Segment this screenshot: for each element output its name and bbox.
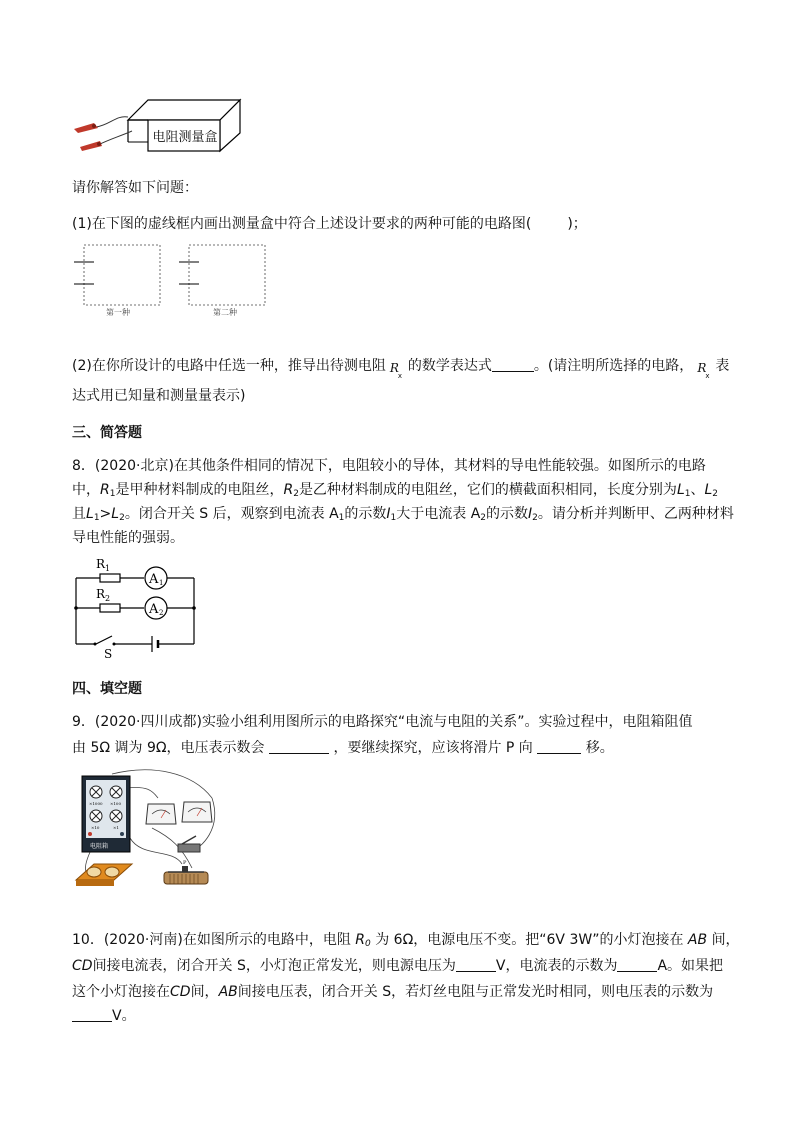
question-8-line2: 中，$R_1$是甲种材料制成的电阻丝，$R_2$是乙种材料制成的电阻丝，它们的横截面积相同，长度分别为$L_1$、$L_2$ bbox=[72, 482, 719, 499]
ammeter-a1-sub: 1 bbox=[159, 579, 164, 587]
question-1: (1)在下图的虚线框内画出测量盒中符合上述设计要求的两种可能的电路图( )； bbox=[72, 216, 587, 232]
answer-blank[interactable] bbox=[492, 355, 534, 372]
question-10-line2: CD间接电流表，闭合开关 S，小灯泡正常发光，则电源电压为 V，电流表的示数为 A。如果把 bbox=[72, 954, 723, 978]
answer-blank-current[interactable] bbox=[617, 955, 657, 972]
question-2-line2: 达式用已知量和测量量表示) bbox=[72, 388, 246, 404]
r2-sub: 2 bbox=[105, 594, 111, 603]
question-8-line4: 导电性能的强弱。 bbox=[72, 530, 184, 546]
frame-label-2: 第二种 bbox=[213, 308, 237, 317]
answer-blank-voltage[interactable] bbox=[269, 737, 329, 754]
section-4-heading: 四、填空题 bbox=[72, 681, 142, 697]
dashed-frames bbox=[72, 244, 272, 324]
question-10-line4: V。 bbox=[72, 1004, 136, 1028]
r1-label: R bbox=[96, 557, 106, 571]
dial-label-100: ×100 bbox=[110, 801, 121, 806]
apparatus-illustration-q9 bbox=[72, 768, 224, 898]
intro-text: 请你解答如下问题： bbox=[72, 180, 198, 196]
slider-p-label: P bbox=[183, 860, 187, 866]
rx-symbol-2: R bbox=[697, 361, 707, 375]
dial-label-1000: ×1000 bbox=[89, 801, 103, 806]
answer-blank-source-voltage[interactable] bbox=[456, 955, 496, 972]
answer-blank-voltmeter[interactable] bbox=[72, 1005, 112, 1022]
dial-label-1: ×1 bbox=[113, 825, 119, 830]
r1-sub: 1 bbox=[105, 564, 111, 573]
resistance-box-label: 电阻箱 bbox=[90, 843, 109, 850]
question-10-line3: 这个小灯泡接在CD间，AB间接电压表，闭合开关 S，若灯丝电阻与正常发光时相同，则电压表的示数为 bbox=[72, 984, 714, 1000]
question-9-line2: 由 5Ω 调为 9Ω，电压表示数会 ，要继续探究，应该将滑片 P 向 移。 bbox=[72, 736, 614, 760]
r2-label: R bbox=[96, 587, 106, 601]
section-3-heading: 三、简答题 bbox=[72, 425, 142, 441]
dial-label-10: ×10 bbox=[91, 825, 100, 830]
question-9-line1: 9．(2020·四川成都)实验小组利用图所示的电路探究“电流与电阻的关系”。实验过程中，电阻箱阻值 bbox=[72, 714, 693, 730]
question-8-line1: 8．(2020·北京)在其他条件相同的情况下，电阻较小的导体，其材料的导电性能较强。如图所示的电路 bbox=[72, 458, 706, 474]
ammeter-a1-label: A bbox=[149, 572, 159, 587]
measuring-box-figure bbox=[70, 95, 250, 160]
question-8-line3: 且$L_1>L_2$。闭合开关 S 后，观察到电流表 $A_1$的示数$I_1$大于电流表 $A_2$的示数$I_2$。请分析并判断甲、乙两种材料 bbox=[72, 506, 734, 523]
frame-label-1: 第一种 bbox=[106, 308, 130, 317]
switch-label: S bbox=[104, 647, 113, 660]
circuit-diagram-q8 bbox=[68, 552, 202, 660]
box-label: 电阻测量盒 bbox=[152, 130, 218, 145]
question-2-line1: (2)在你所设计的电路中任选一种，推导出待测电阻 R x 的数学表达式 。(请注明所选择的电路， R x 表 bbox=[72, 354, 729, 378]
rx-symbol: R bbox=[389, 361, 399, 375]
question-10-line1: 10．(2020·河南)在如图所示的电路中，电阻 $R_0$ 为 6Ω，电源电压不变。把“6V 3W”的小灯泡接在 AB 间， bbox=[72, 932, 740, 949]
ammeter-a2-label: A bbox=[149, 602, 159, 617]
answer-blank-direction[interactable] bbox=[537, 737, 581, 754]
ammeter-a2-sub: 2 bbox=[159, 609, 164, 617]
